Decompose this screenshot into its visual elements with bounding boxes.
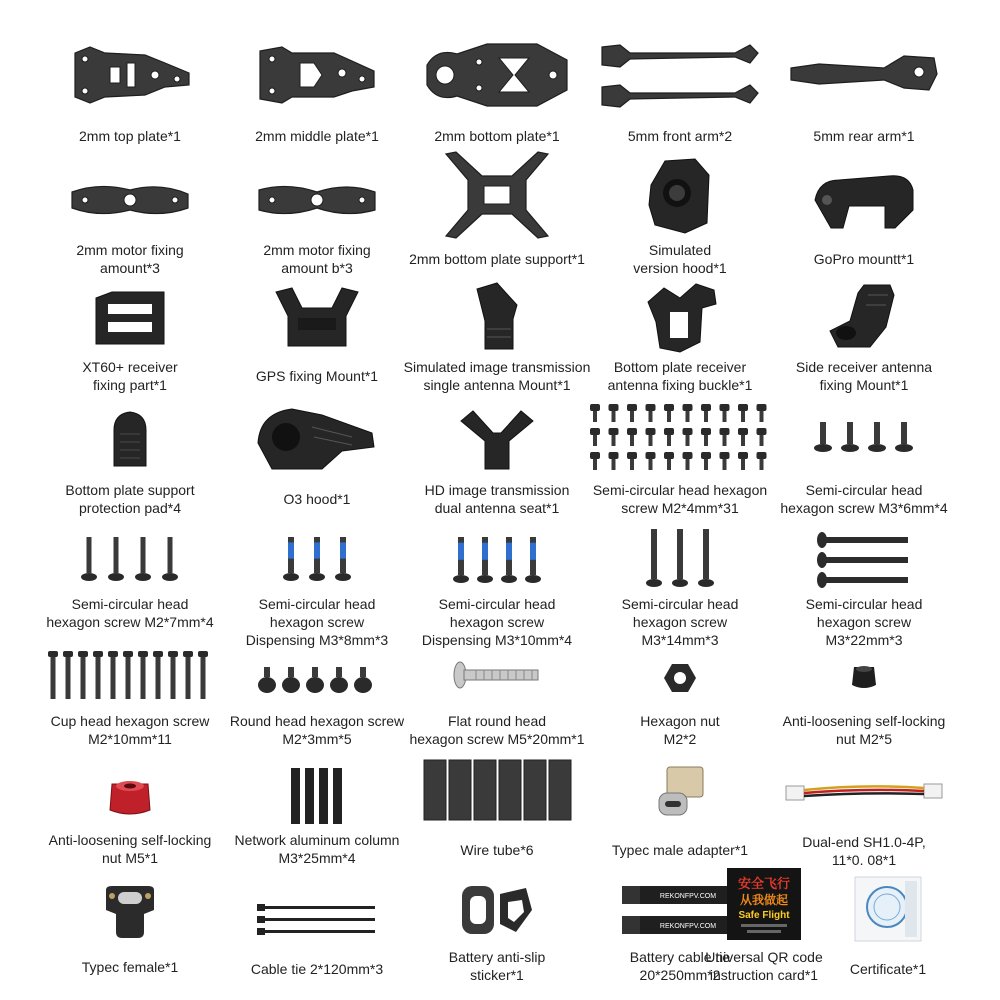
side-antenna-mount-icon <box>764 278 964 353</box>
screw-icon <box>48 651 58 699</box>
card-line-1: 安全飞行 <box>737 877 791 892</box>
part-label: Network aluminum column M3*25mm*4 <box>234 832 400 866</box>
screw-icon <box>738 428 748 446</box>
screw-icon <box>814 422 832 452</box>
certificate-icon <box>788 875 988 943</box>
part-label: Simulated image transmission single antenna Mount*1 <box>403 359 591 393</box>
screw-icon <box>525 537 541 583</box>
part-label: Cup head hexagon screw M2*10mm*11 <box>50 713 210 747</box>
part-label: Certificate*1 <box>849 961 927 977</box>
flat-round-screw-icon <box>397 650 597 700</box>
screw-icon <box>720 404 730 422</box>
screw-icon <box>135 537 151 581</box>
rear-arm-icon <box>764 30 964 120</box>
bottom-plate-icon <box>397 30 597 120</box>
antenna-buckle-icon <box>580 283 780 353</box>
aluminum-column-icon <box>217 760 417 832</box>
part-label: GPS fixing Mount*1 <box>255 368 379 384</box>
screw-icon <box>841 422 859 452</box>
part-label: 2mm bottom plate support*1 <box>409 251 585 267</box>
screw-icon <box>590 404 600 422</box>
part-label: Semi-circular head hexagon screw Dispensing M3*10mm*4 <box>421 596 573 648</box>
screw-icon <box>162 537 178 581</box>
screw-icon <box>738 404 748 422</box>
part-label: Cable tie 2*120mm*3 <box>250 961 384 977</box>
screw-icon <box>93 651 103 699</box>
screw-icon <box>453 537 469 583</box>
screw-icon <box>309 537 325 581</box>
typec-female-icon <box>30 878 230 946</box>
screw-icon <box>720 428 730 446</box>
top-plate-icon <box>30 30 230 120</box>
single-antenna-mount-icon <box>397 283 597 353</box>
part-label: Flat round head hexagon screw M5*20mm*1 <box>409 713 585 747</box>
part-label: Semi-circular head hexagon screw M3*14mm*3 <box>621 596 739 648</box>
bottom-plate-support-icon <box>397 150 597 240</box>
card-line-3: Safe Flight <box>738 910 790 921</box>
part-label: Anti-loosening self-locking nut M2*5 <box>782 713 946 747</box>
screw-icon <box>81 537 97 581</box>
part-label: Round head hexagon screw M2*3mm*5 <box>229 713 405 747</box>
screw-icon <box>153 651 163 699</box>
screw-icon <box>646 529 662 587</box>
dual-antenna-seat-icon <box>397 400 597 475</box>
screw-icon <box>646 404 656 422</box>
screw-icon <box>78 651 88 699</box>
screws-m2x4-icon <box>580 400 780 475</box>
part-label: Wire tube*6 <box>460 842 534 858</box>
screw-icon <box>108 651 118 699</box>
middle-plate-icon <box>217 30 417 120</box>
screw-icon <box>683 452 693 470</box>
screw-icon <box>590 452 600 470</box>
screw-icon <box>701 428 711 446</box>
part-label: Semi-circular head hexagon screw M2*4mm*31 <box>592 482 768 516</box>
sh-cable-icon <box>764 765 964 820</box>
part-label: Semi-circular head hexagon screw M2*7mm*4 <box>46 596 214 630</box>
part-label: Semi-circular head hexagon screw M3*6mm*4 <box>780 482 948 516</box>
part-label: XT60+ receiver fixing part*1 <box>82 359 178 393</box>
lock-nut-m5-icon <box>30 765 230 830</box>
screw-icon <box>895 422 913 452</box>
screws-m3x22-icon <box>764 525 964 595</box>
motor-fixing-b-icon <box>217 165 417 235</box>
screw-icon <box>168 651 178 699</box>
part-label: Typec female*1 <box>81 959 179 975</box>
screw-icon <box>672 529 688 587</box>
screw-icon <box>282 667 300 693</box>
screw-icon <box>701 452 711 470</box>
screw-icon <box>63 651 73 699</box>
screw-icon <box>198 651 208 699</box>
cup-head-screws-icon <box>30 645 230 705</box>
part-label: 5mm front arm*2 <box>627 128 733 144</box>
part-label: HD image transmission dual antenna seat*1 <box>424 482 570 516</box>
part-label: Hexagon nut M2*2 <box>640 713 720 747</box>
part-label: Battery anti-slip sticker*1 <box>448 949 546 983</box>
screws-m3x10-icon <box>397 525 597 595</box>
part-label: 2mm top plate*1 <box>79 128 181 144</box>
screw-icon <box>335 537 351 581</box>
screw-icon <box>306 667 324 693</box>
screw-icon <box>683 428 693 446</box>
lock-nut-m2-icon <box>764 655 964 700</box>
protection-pad-icon <box>30 405 230 475</box>
screw-icon <box>609 428 619 446</box>
o3-hood-icon <box>217 400 417 475</box>
screw-icon <box>683 404 693 422</box>
screw-icon <box>664 428 674 446</box>
part-label: Bottom plate support protection pad*4 <box>65 482 195 516</box>
screw-icon <box>698 529 714 587</box>
part-label: 2mm bottom plate*1 <box>434 128 560 144</box>
screw-icon <box>646 452 656 470</box>
part-label: Semi-circular head hexagon screw Dispensing M3*8mm*3 <box>245 596 389 648</box>
gopro-mount-icon <box>764 165 964 235</box>
hex-nut-icon <box>580 655 780 700</box>
screw-icon <box>664 404 674 422</box>
screw-icon <box>609 404 619 422</box>
screw-icon <box>627 404 637 422</box>
screw-icon <box>354 667 372 693</box>
part-label: Simulated version hood*1 <box>633 242 727 276</box>
typec-male-icon <box>580 755 780 835</box>
screw-icon <box>701 404 711 422</box>
screw-icon <box>283 537 299 581</box>
screws-m3x6-icon <box>764 405 964 475</box>
gps-mount-icon <box>217 283 417 353</box>
front-arm-icon <box>580 30 780 120</box>
screw-icon <box>868 422 886 452</box>
part-label: Anti-loosening self-locking nut M5*1 <box>48 832 212 866</box>
screw-icon <box>108 537 124 581</box>
round-head-screws-icon <box>217 655 417 705</box>
screw-icon <box>627 452 637 470</box>
part-label: 5mm rear arm*1 <box>813 128 915 144</box>
screw-icon <box>627 428 637 446</box>
screw-icon <box>720 452 730 470</box>
screws-m2x7-icon <box>30 525 230 595</box>
part-label: Bottom plate receiver antenna fixing buckle*1 <box>607 359 753 393</box>
part-label: O3 hood*1 <box>283 491 351 507</box>
screw-icon <box>477 537 493 583</box>
part-label: GoPro mountt*1 <box>813 251 915 267</box>
cable-tie-icon <box>217 895 417 945</box>
anti-slip-sticker-icon <box>397 880 597 940</box>
screw-icon <box>609 452 619 470</box>
card-line-2: 从我做起 <box>739 893 789 907</box>
wire-tube-icon <box>397 755 597 825</box>
part-label: Side receiver antenna fixing Mount*1 <box>795 359 933 393</box>
screw-icon <box>646 428 656 446</box>
screw-icon <box>258 667 276 693</box>
strap-text: REKONFPV.COM <box>659 893 717 900</box>
screw-icon <box>138 651 148 699</box>
part-label: 2mm motor fixing amount b*3 <box>263 242 371 276</box>
part-label: Typec male adapter*1 <box>611 842 749 858</box>
screw-icon <box>590 428 600 446</box>
part-label: Universal QR code instruction card*1 <box>705 949 823 983</box>
screw-icon <box>664 452 674 470</box>
screw-icon <box>738 452 748 470</box>
screw-icon <box>183 651 193 699</box>
part-label: 2mm middle plate*1 <box>255 128 379 144</box>
screws-m3x8-icon <box>217 525 417 595</box>
simulated-hood-icon <box>580 150 780 240</box>
screw-icon <box>501 537 517 583</box>
part-label: Dual-end SH1.0-4P, 11*0. 08*1 <box>802 834 926 868</box>
motor-fixing-a-icon <box>30 165 230 235</box>
part-label: Battery cable tie 20*250mm*2 <box>629 949 731 983</box>
part-label: Semi-circular head hexagon screw M3*22mm*3 <box>805 596 923 648</box>
part-label: 2mm motor fixing amount*3 <box>76 242 184 276</box>
screws-m3x14-icon <box>580 520 780 595</box>
screw-icon <box>123 651 133 699</box>
xt60-receiver-part-icon <box>30 283 230 353</box>
screw-icon <box>330 667 348 693</box>
strap-text: REKONFPV.COM <box>659 923 717 930</box>
